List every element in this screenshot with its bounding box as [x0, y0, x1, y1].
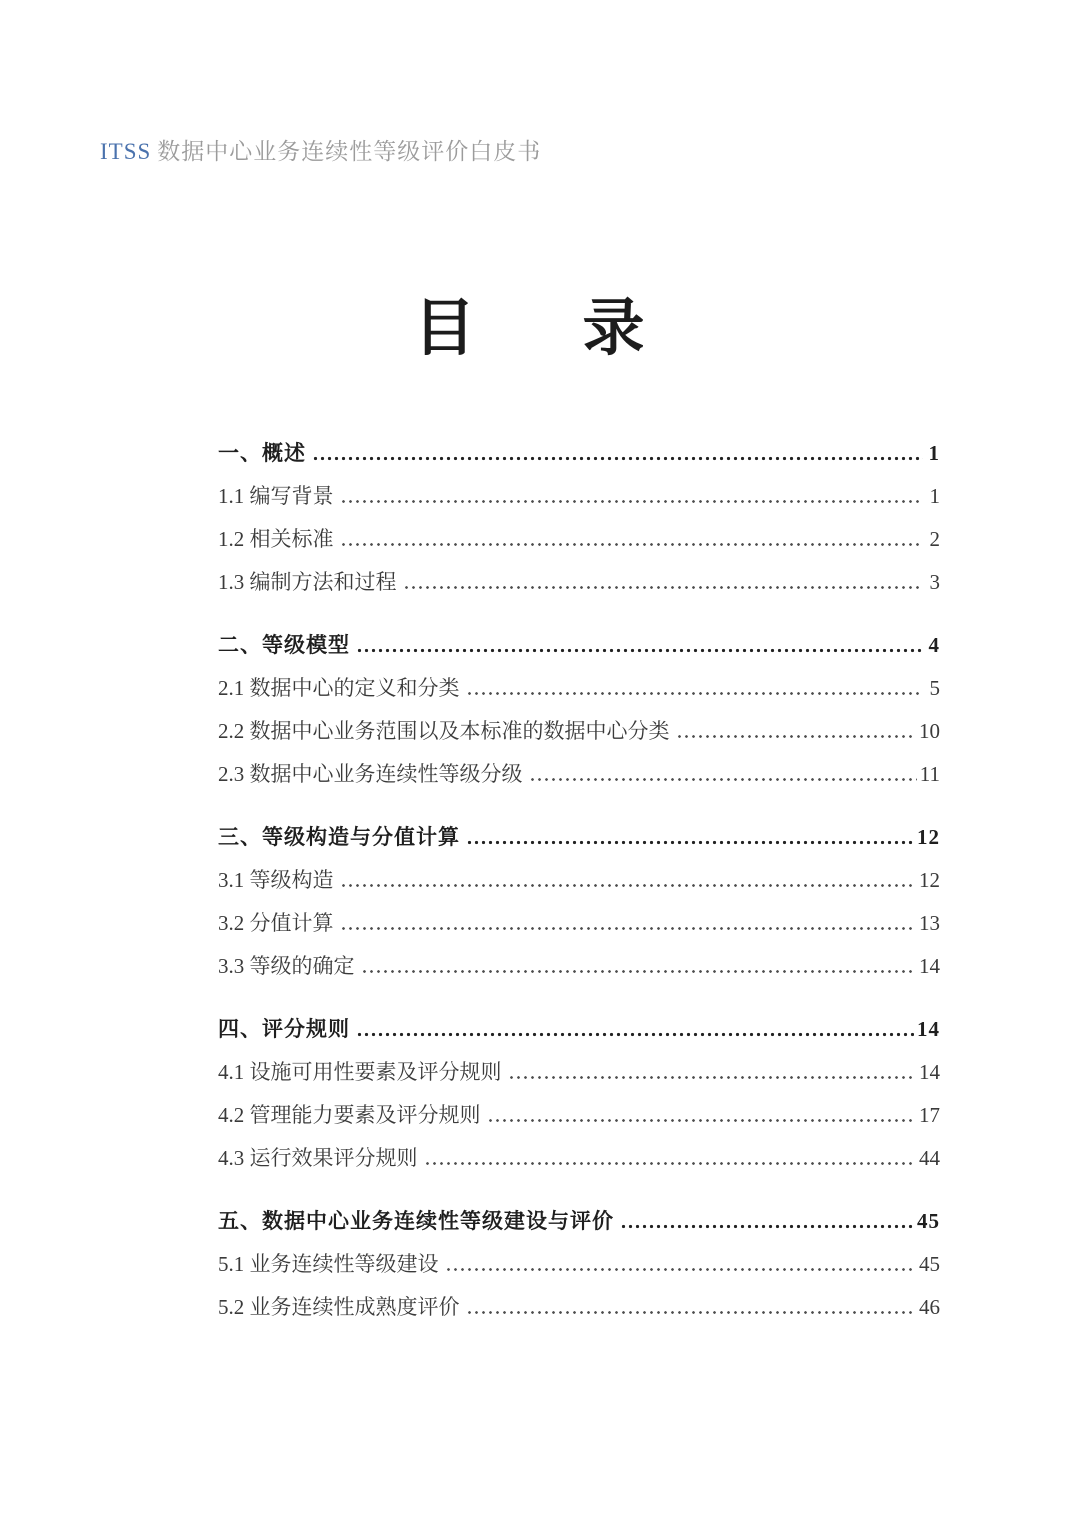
toc-entry-page-number: 1: [928, 441, 940, 465]
toc-section-entry: [218, 1018, 940, 1041]
toc-sub-entry: [218, 528, 940, 551]
toc-entry-label: 2.1 数据中心的定义和分类: [218, 676, 460, 700]
toc-entry-page-number: 1: [929, 484, 940, 508]
dot-leader: [312, 442, 923, 465]
toc-entry-label: 一、概述: [218, 441, 306, 465]
toc-sub-entry: [218, 485, 940, 508]
toc-sub-entry: [218, 912, 940, 935]
toc-entry-label: 4.2 管理能力要素及评分规则: [218, 1103, 481, 1127]
toc-entry-page-number: 45: [919, 1252, 940, 1276]
toc-entry-label: 4.1 设施可用性要素及评分规则: [218, 1060, 502, 1084]
toc-sub-entry: [218, 677, 940, 700]
toc-entry-page-number: 14: [919, 954, 940, 978]
toc-sub-entry: [218, 571, 940, 594]
dot-leader: [529, 763, 917, 786]
toc-entry-page-number: 3: [929, 570, 940, 594]
toc-entry-page-number: 12: [917, 825, 940, 849]
toc-list: [218, 442, 940, 1359]
toc-sub-entry: [218, 1147, 940, 1170]
toc-entry-page-number: 44: [919, 1146, 940, 1170]
toc-sub-entry: [218, 1296, 940, 1319]
dot-leader: [340, 869, 917, 892]
toc-sub-entry: [218, 955, 940, 978]
toc-entry-page-number: 46: [919, 1295, 940, 1319]
toc-entry-label: 3.2 分值计算: [218, 911, 334, 935]
toc-sub-entry: [218, 720, 940, 743]
dot-leader: [466, 1296, 917, 1319]
toc-group: [218, 1210, 940, 1319]
dot-leader: [356, 634, 923, 657]
dot-leader: [508, 1061, 917, 1084]
dot-leader: [445, 1253, 917, 1276]
toc-section-entry: [218, 826, 940, 849]
dot-leader: [403, 571, 924, 594]
dot-leader: [466, 677, 924, 700]
toc-section-entry: [218, 634, 940, 657]
toc-entry-label: 四、评分规则: [218, 1017, 350, 1041]
toc-section-entry: [218, 442, 940, 465]
dot-leader: [424, 1147, 917, 1170]
dot-leader: [466, 826, 914, 849]
toc-group: [218, 826, 940, 978]
dot-leader: [361, 955, 917, 978]
toc-entry-page-number: 10: [919, 719, 940, 743]
toc-entry-label: 1.1 编写背景: [218, 484, 334, 508]
toc-group: [218, 442, 940, 594]
toc-entry-label: 3.3 等级的确定: [218, 954, 355, 978]
toc-entry-page-number: 5: [929, 676, 940, 700]
toc-entry-label: 2.3 数据中心业务连续性等级分级: [218, 762, 523, 786]
dot-leader: [487, 1104, 917, 1127]
toc-entry-page-number: 14: [919, 1060, 940, 1084]
toc-entry-label: 5.2 业务连续性成熟度评价: [218, 1295, 460, 1319]
toc-entry-page-number: 11: [919, 762, 940, 786]
toc-section-entry: [218, 1210, 940, 1233]
toc-sub-entry: [218, 1253, 940, 1276]
dot-leader: [676, 720, 917, 743]
dot-leader: [620, 1210, 914, 1233]
toc-entry-label: 5.1 业务连续性等级建设: [218, 1252, 439, 1276]
toc-entry-page-number: 2: [929, 527, 940, 551]
dot-leader: [340, 528, 924, 551]
toc-group: [218, 634, 940, 786]
toc-entry-label: 三、等级构造与分值计算: [218, 825, 460, 849]
toc-entry-label: 3.1 等级构造: [218, 868, 334, 892]
toc-group: [218, 1018, 940, 1170]
toc-entry-page-number: 4: [928, 633, 940, 657]
dot-leader: [340, 485, 924, 508]
toc-entry-label: 2.2 数据中心业务范围以及本标准的数据中心分类: [218, 719, 670, 743]
toc-title: 目 录: [413, 295, 647, 363]
toc-entry-label: 1.3 编制方法和过程: [218, 570, 397, 594]
toc-entry-page-number: 14: [917, 1017, 940, 1041]
header-brand-itss: ITSS: [100, 139, 152, 164]
toc-sub-entry: [218, 1061, 940, 1084]
page-header: [100, 133, 541, 166]
header-document-title: 数据中心业务连续性等级评价白皮书: [157, 139, 542, 164]
toc-entry-label: 1.2 相关标准: [218, 527, 334, 551]
toc-entry-label: 二、等级模型: [218, 633, 350, 657]
dot-leader: [356, 1018, 914, 1041]
toc-sub-entry: [218, 1104, 940, 1127]
toc-entry-label: 五、数据中心业务连续性等级建设与评价: [218, 1209, 614, 1233]
toc-entry-page-number: 12: [919, 868, 940, 892]
toc-entry-page-number: 13: [919, 911, 940, 935]
toc-sub-entry: [218, 763, 940, 786]
toc-entry-page-number: 45: [917, 1209, 940, 1233]
toc-sub-entry: [218, 869, 940, 892]
toc-entry-label: 4.3 运行效果评分规则: [218, 1146, 418, 1170]
toc-entry-page-number: 17: [919, 1103, 940, 1127]
dot-leader: [340, 912, 917, 935]
